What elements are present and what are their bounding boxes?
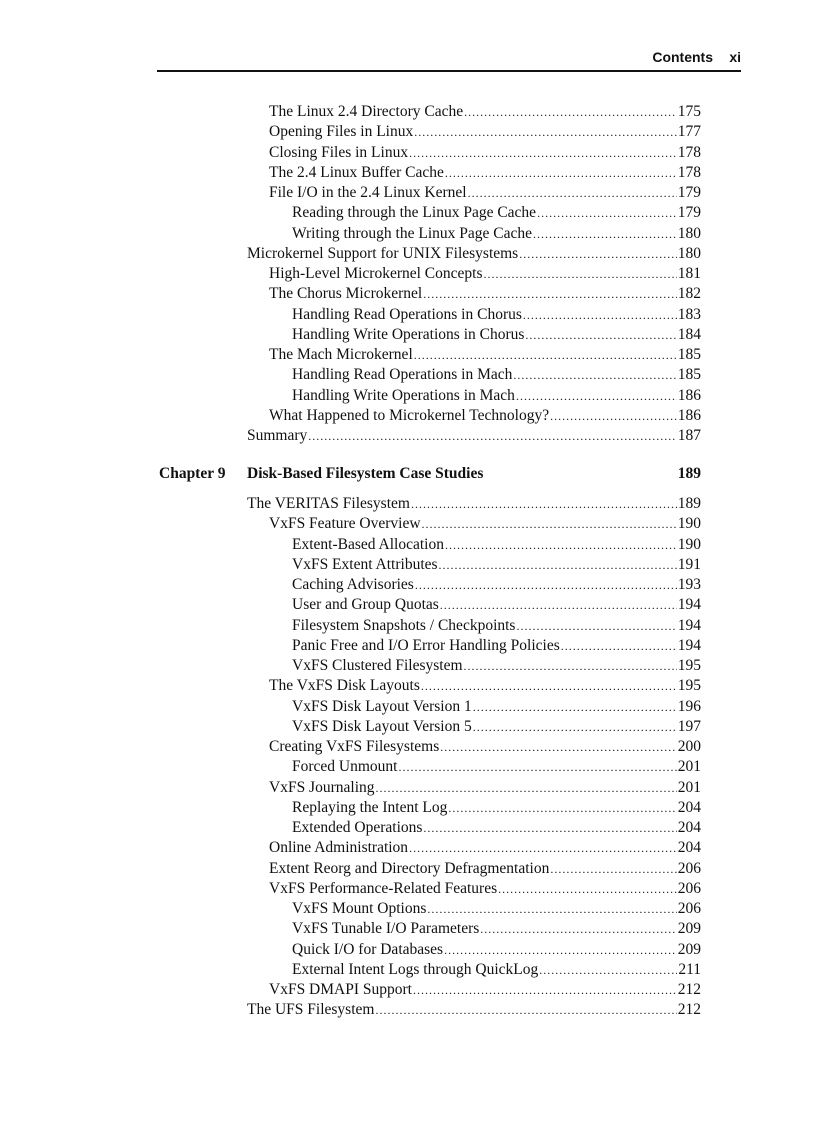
toc-entry-page: 183 <box>677 305 701 323</box>
toc-entry-label: VxFS Performance-Related Features <box>269 879 498 897</box>
toc-entry-label: Forced Unmount <box>292 758 398 776</box>
toc-entry-page: 212 <box>677 981 701 998</box>
toc-entry-page: 197 <box>677 717 701 735</box>
dot-leader <box>519 244 677 264</box>
toc-entry <box>269 345 701 365</box>
dot-leader <box>308 426 676 446</box>
dot-leader <box>464 656 677 676</box>
toc-entry-label: User and Group Quotas <box>292 596 439 614</box>
toc-entry <box>292 656 701 676</box>
toc-entry-label: The UFS Filesystem <box>247 1001 375 1019</box>
dot-leader <box>440 737 677 757</box>
toc-entry-label: The VERITAS Filesystem <box>247 495 410 512</box>
toc-entry <box>292 595 701 615</box>
toc-entry <box>247 244 701 264</box>
dot-leader <box>513 365 676 385</box>
toc-entry-page: 180 <box>677 224 701 242</box>
toc-entry-label: VxFS Clustered Filesystem <box>292 657 463 674</box>
toc-entry <box>292 940 701 960</box>
toc-entry-label: The Linux 2.4 Directory Cache <box>269 103 464 120</box>
toc-entry-page: 209 <box>677 940 701 958</box>
dot-leader <box>473 697 677 717</box>
toc-entry <box>292 535 701 555</box>
toc-entry <box>292 224 701 244</box>
toc-entry <box>269 514 701 534</box>
toc-entry-page: 196 <box>677 697 701 715</box>
toc-entry <box>292 365 701 385</box>
toc-entry <box>269 143 701 163</box>
toc-entry <box>247 494 701 514</box>
dot-leader <box>439 555 677 575</box>
toc-entry <box>292 555 701 575</box>
toc-entry-label: VxFS Disk Layout Version 1 <box>292 697 472 715</box>
toc-entry-page: 194 <box>677 596 701 614</box>
toc-entry-page: 184 <box>677 325 701 343</box>
toc-entry-label: Handling Write Operations in Mach <box>292 386 515 404</box>
toc-entry-page: 185 <box>677 346 701 363</box>
toc-entry-page: 178 <box>677 163 701 181</box>
toc-entry-page: 200 <box>677 738 701 755</box>
toc-entry-label: Reading through the Linux Page Cache <box>292 204 537 222</box>
toc-entry <box>292 386 701 406</box>
toc-entry <box>292 818 701 838</box>
dot-leader <box>440 595 677 615</box>
toc-entry <box>269 879 701 899</box>
toc-entry-page: 179 <box>677 184 701 201</box>
toc-entry-page: 189 <box>677 495 701 512</box>
toc-entry-label: VxFS Feature Overview <box>269 515 421 533</box>
chapter-page: 189 <box>677 465 701 482</box>
toc-entry-page: 195 <box>677 657 701 674</box>
toc-entry-page: 190 <box>677 515 701 533</box>
toc-entry <box>269 163 701 183</box>
dot-leader <box>444 940 677 960</box>
toc-entry-page: 191 <box>677 555 701 573</box>
toc-entry <box>292 757 701 777</box>
dot-leader <box>516 386 677 406</box>
toc-entry-label: Handling Read Operations in Mach <box>292 366 513 384</box>
toc-entry <box>269 284 701 304</box>
dot-leader <box>445 535 677 555</box>
dot-leader <box>537 203 677 223</box>
toc-entry-page: 181 <box>677 265 701 282</box>
toc-entry-label: Caching Advisories <box>292 576 414 593</box>
dot-leader <box>525 325 676 345</box>
toc-entry-label: What Happened to Microkernel Technology? <box>269 406 550 424</box>
toc-entry-page: 204 <box>677 839 701 857</box>
toc-entry <box>269 264 701 284</box>
toc-entry-label: Replaying the Intent Log <box>292 798 448 816</box>
dot-leader <box>422 514 677 534</box>
toc-entry <box>269 676 701 696</box>
toc-entry-label: VxFS Tunable I/O Parameters <box>292 920 480 938</box>
toc-entry-label: Handling Read Operations in Chorus <box>292 305 522 323</box>
toc-entry-label: Filesystem Snapshots / Checkpoints <box>292 616 516 634</box>
dot-leader <box>413 980 677 1000</box>
toc-entry <box>269 859 701 879</box>
toc-entry-page: 180 <box>677 244 701 262</box>
toc-entry-label: The 2.4 Linux Buffer Cache <box>269 163 444 181</box>
toc-entry <box>292 919 701 939</box>
toc-entry-page: 177 <box>677 123 701 141</box>
toc-entry-label: Online Administration <box>269 839 409 857</box>
toc-entry <box>269 102 701 122</box>
toc-entry-page: 201 <box>677 758 701 776</box>
toc-entry <box>292 616 701 636</box>
toc-entry-label: Closing Files in Linux <box>269 143 409 161</box>
toc-entry-page: 182 <box>677 285 701 303</box>
toc-entry-page: 175 <box>677 103 701 120</box>
toc-entry-page: 190 <box>677 535 701 553</box>
toc-entry-label: File I/O in the 2.4 Linux Kernel <box>269 184 467 201</box>
toc-entry-label: Extent-Based Allocation <box>292 535 444 553</box>
toc-entry-page: 194 <box>677 636 701 654</box>
toc-entry-label: The Mach Microkernel <box>269 346 413 363</box>
toc-entry-label: Summary <box>247 427 308 444</box>
chapter-heading <box>159 465 701 487</box>
toc-entry-label: Panic Free and I/O Error Handling Policies <box>292 636 560 654</box>
dot-leader <box>423 284 677 304</box>
dot-leader <box>473 717 677 737</box>
toc-entry-page: 179 <box>677 204 701 222</box>
dot-leader <box>414 122 677 142</box>
toc-entry-label: VxFS Mount Options <box>292 900 427 917</box>
toc-entry <box>292 960 701 980</box>
toc-entry-page: 204 <box>677 798 701 816</box>
dot-leader <box>533 224 677 244</box>
toc-entry <box>292 305 701 325</box>
chapter-title: Disk-Based Filesystem Case Studies <box>247 465 484 482</box>
toc-entry-label: Writing through the Linux Page Cache <box>292 224 533 242</box>
dot-leader <box>411 494 677 514</box>
toc-entry-label: The VxFS Disk Layouts <box>269 677 420 695</box>
toc-entry <box>269 183 701 203</box>
toc-entry-page: 186 <box>677 406 701 424</box>
toc-entry-label: Quick I/O for Databases <box>292 940 444 958</box>
toc-entry-label: High-Level Microkernel Concepts <box>269 265 483 282</box>
dot-leader <box>561 636 677 656</box>
dot-leader <box>375 1000 676 1020</box>
toc-entry <box>269 778 701 798</box>
toc-entry <box>247 426 701 446</box>
toc-entry-page: 206 <box>677 879 701 897</box>
dot-leader <box>539 960 677 980</box>
toc-entry <box>269 406 701 426</box>
toc-entry-page: 206 <box>677 859 701 877</box>
dot-leader <box>498 879 677 899</box>
toc-entry <box>269 838 701 858</box>
toc-entry-page: 201 <box>677 778 701 796</box>
running-header <box>157 44 741 72</box>
toc-entry-page: 211 <box>678 960 701 978</box>
toc-entry <box>292 636 701 656</box>
running-header-title: Contents <box>652 49 713 65</box>
dot-leader <box>516 616 676 636</box>
dot-leader <box>427 899 676 919</box>
toc-entry-label: External Intent Logs through QuickLog <box>292 960 539 978</box>
toc-entry-label: VxFS DMAPI Support <box>269 981 412 998</box>
dot-leader <box>448 798 676 818</box>
toc-entry-page: 185 <box>677 366 701 384</box>
toc-entry-page: 193 <box>677 576 701 593</box>
toc-entry-label: Handling Write Operations in Chorus <box>292 325 525 343</box>
toc-entry <box>292 717 701 737</box>
toc-entry-label: Opening Files in Linux <box>269 123 414 141</box>
dot-leader <box>468 183 677 203</box>
toc-entry-page: 204 <box>677 819 701 836</box>
dot-leader <box>464 102 677 122</box>
toc-entry-label: VxFS Disk Layout Version 5 <box>292 717 472 735</box>
toc-entry <box>292 697 701 717</box>
toc-entry-page: 187 <box>677 427 701 444</box>
dot-leader <box>423 818 676 838</box>
toc-entry-page: 194 <box>677 616 701 634</box>
toc-entry-label: The Chorus Microkernel <box>269 285 423 303</box>
dot-leader <box>445 163 677 183</box>
toc-entry-page: 195 <box>677 677 701 695</box>
dot-leader <box>414 345 677 365</box>
toc-entry <box>292 798 701 818</box>
dot-leader <box>409 838 677 858</box>
dot-leader <box>409 143 677 163</box>
dot-leader <box>550 406 677 426</box>
toc-entry-label: VxFS Journaling <box>269 778 375 796</box>
dot-leader <box>398 757 676 777</box>
toc-entry-page: 178 <box>677 143 701 161</box>
toc-entry-label: Extent Reorg and Directory Defragmentation <box>269 859 550 877</box>
dot-leader <box>415 575 677 595</box>
chapter-number: Chapter 9 <box>159 465 226 482</box>
dot-leader <box>484 264 677 284</box>
toc-entry <box>269 122 701 142</box>
dot-leader <box>523 305 677 325</box>
toc-entry-label: Creating VxFS Filesystems <box>269 738 440 755</box>
dot-leader <box>550 859 676 879</box>
toc-entry <box>292 325 701 345</box>
dot-leader <box>480 919 676 939</box>
toc-entry <box>269 737 701 757</box>
dot-leader <box>421 676 677 696</box>
dot-leader <box>376 778 677 798</box>
toc-entry-page: 186 <box>677 386 701 404</box>
toc-entry-label: VxFS Extent Attributes <box>292 555 438 573</box>
toc-entry <box>269 980 701 1000</box>
page-number: xi <box>729 49 741 65</box>
toc-entry-label: Extended Operations <box>292 819 423 836</box>
toc-entry <box>292 899 701 919</box>
toc-entry <box>292 575 701 595</box>
toc-entry-page: 206 <box>677 900 701 917</box>
toc-entry-label: Microkernel Support for UNIX Filesystems <box>247 244 519 262</box>
toc-entry-page: 212 <box>677 1001 701 1019</box>
toc-entry-page: 209 <box>677 920 701 938</box>
toc-entry <box>292 203 701 223</box>
toc-entry <box>247 1000 701 1020</box>
